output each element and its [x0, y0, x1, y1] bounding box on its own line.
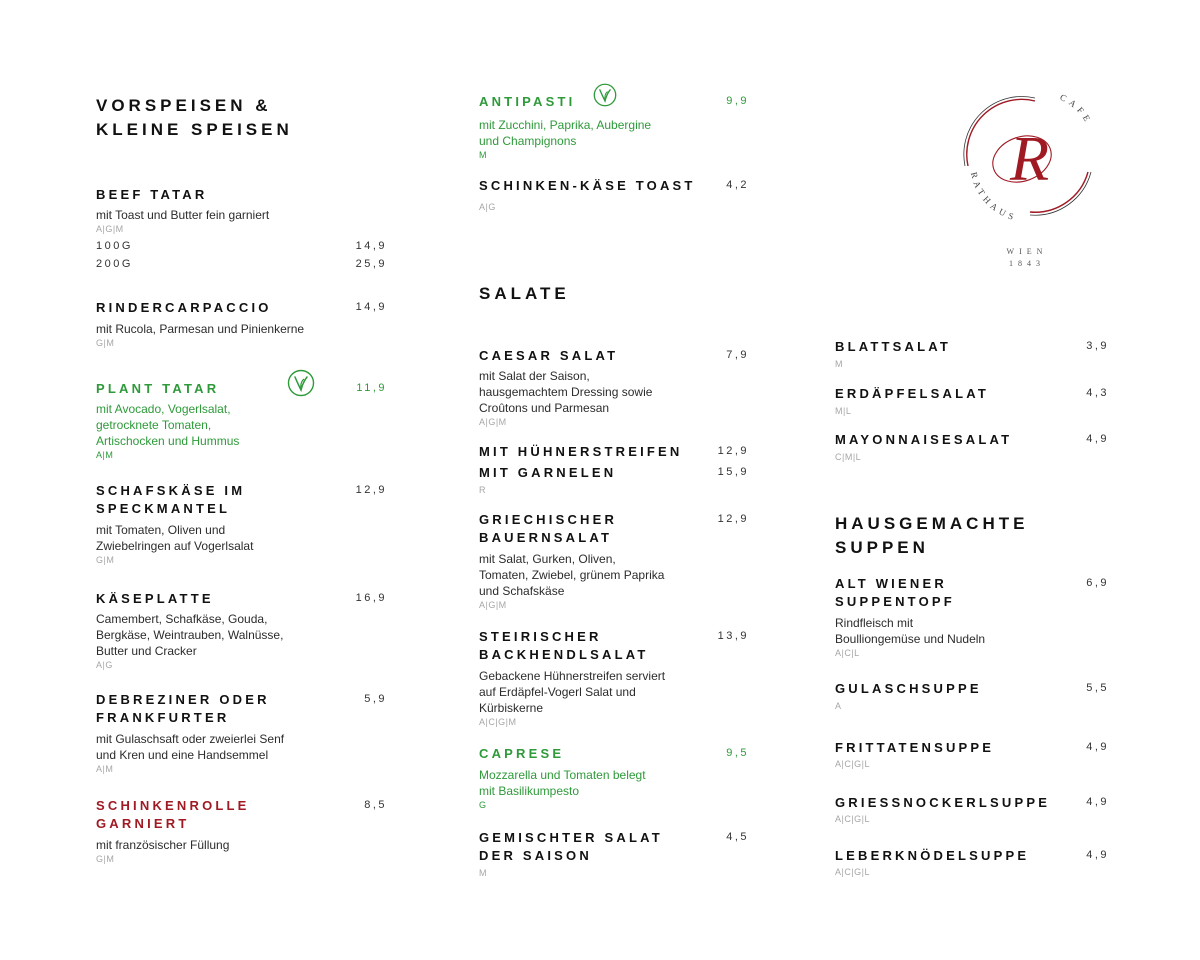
logo-emblem-icon [960, 94, 1100, 224]
item-price: 12,9 [717, 513, 749, 525]
heading-line-1: HAUSGEMACHTE [835, 514, 1029, 533]
vegan-leaf-icon [593, 83, 617, 107]
menu-item-kaeseplatte [96, 590, 391, 671]
item-allergens: G|M [96, 338, 115, 348]
item-title: SCHAFSKÄSE IM [96, 483, 246, 498]
item-allergens: A [835, 701, 842, 711]
item-price: 6,9 [1086, 577, 1109, 589]
item-allergens: M [479, 150, 487, 160]
item-title: BEEF TATAR [96, 187, 208, 202]
item-price: 12,9 [717, 445, 749, 457]
menu-item-beef-tatar [96, 186, 391, 274]
item-description: mit Toast und Butter fein garniert [96, 208, 270, 222]
item-description: Croûtons und Parmesan [479, 401, 610, 415]
item-description: mit Salat, Gurken, Oliven, [479, 552, 616, 566]
item-title: ALT WIENER [835, 576, 947, 591]
item-allergens: A|M [96, 764, 114, 774]
item-description: mit Basilikumpesto [479, 784, 580, 798]
item-title: MIT GARNELEN [479, 465, 617, 480]
menu-item-erdaepfelsalat [835, 385, 1113, 417]
item-title: SUPPENTOPF [835, 594, 955, 609]
item-allergens: A|C|G|L [835, 867, 871, 877]
item-price: 15,9 [717, 466, 749, 478]
size-row [96, 238, 391, 256]
menu-item-griessnockerlsuppe [835, 794, 1113, 825]
logo-year: 1843 [1009, 259, 1045, 268]
logo-arc-top-text: CAFE [1058, 94, 1095, 127]
section-heading-salate: SALATE [479, 284, 570, 303]
item-description: Boulliongemüse und Nudeln [835, 632, 986, 646]
menu-item-caesar-salat [479, 347, 753, 428]
menu-item-frittatensuppe [835, 739, 1113, 770]
heading-line-1: VORSPEISEN & [96, 96, 272, 115]
heading-line-2: SUPPEN [835, 538, 929, 557]
item-price: 4,9 [1086, 741, 1109, 753]
item-allergens: C|M|L [835, 452, 862, 462]
item-allergens: A|G|M [96, 224, 124, 234]
item-price: 4,2 [726, 179, 749, 191]
menu-item-steirischer-backhendlsalat [479, 628, 753, 728]
item-allergens: A|C|L [835, 648, 860, 658]
item-description: Rindfleisch mit [835, 616, 914, 630]
item-title: LEBERKNÖDELSUPPE [835, 848, 1030, 863]
menu-item-mit-garnelen [479, 464, 753, 496]
item-price: 14,9 [355, 301, 387, 313]
item-title: BAUERNSALAT [479, 530, 613, 545]
item-description: Artischocken und Hummus [96, 434, 240, 448]
item-description: Mozzarella und Tomaten belegt [479, 768, 646, 782]
item-price: 12,9 [355, 484, 387, 496]
menu-item-debreziner [96, 691, 391, 775]
item-title: FRITTATENSUPPE [835, 740, 995, 755]
item-description: auf Erdäpfel-Vogerl Salat und [479, 685, 636, 699]
item-description: mit französischer Füllung [96, 838, 230, 852]
logo-arc-side-text: RATHAUS [968, 170, 1019, 223]
item-allergens: A|C|G|M [479, 717, 517, 727]
item-title: CAPRESE [479, 746, 565, 761]
item-description: Zwiebelringen auf Vogerlsalat [96, 539, 254, 553]
item-description: mit Avocado, Vogerlsalat, [96, 402, 231, 416]
item-title: SCHINKENROLLE [96, 798, 250, 813]
item-title: ERDÄPFELSALAT [835, 386, 990, 401]
menu-item-griechischer-bauernsalat [479, 511, 753, 611]
item-title: KÄSEPLATTE [96, 591, 214, 606]
section-heading-suppen [835, 512, 1028, 560]
item-price: 8,5 [364, 799, 387, 811]
item-description: Butter und Cracker [96, 644, 197, 658]
item-description: mit Rucola, Parmesan und Pinienkerne [96, 322, 305, 336]
item-price: 3,9 [1086, 340, 1109, 352]
item-allergens: A|C|G|L [835, 814, 871, 824]
svg-text:CAFE [1058, 94, 1094, 126]
size-row [96, 256, 391, 274]
item-title: MAYONNAISESALAT [835, 432, 1013, 447]
menu-item-leberknoedelsuppe [835, 847, 1113, 878]
logo-city: WIEN [1006, 247, 1048, 256]
item-title: STEIRISCHER [479, 629, 602, 644]
item-price: 7,9 [726, 349, 749, 361]
item-allergens: A|C|G|L [835, 759, 871, 769]
item-title: GRIESSNOCKERLSUPPE [835, 795, 1051, 810]
menu-item-mayonnaisesalat [835, 431, 1113, 463]
item-title: GEMISCHTER SALAT [479, 830, 663, 845]
logo-letter: R [1010, 123, 1050, 194]
item-allergens: G|M [96, 555, 115, 565]
item-title: BLATTSALAT [835, 339, 951, 354]
vegan-leaf-icon [287, 369, 315, 397]
item-allergens: G|M [96, 854, 115, 864]
item-allergens: A|G|M [479, 417, 507, 427]
size-label: 100G [96, 240, 133, 252]
item-description: Camembert, Schafkäse, Gouda, [96, 612, 268, 626]
menu-item-rindercarpaccio [96, 299, 391, 349]
item-title: ANTIPASTI [479, 94, 576, 109]
item-price: 5,5 [1086, 682, 1109, 694]
item-description: hausgemachtem Dressing sowie [479, 385, 653, 399]
item-price: 25,9 [355, 258, 387, 270]
section-heading-vorspeisen [96, 94, 293, 142]
item-price: 5,9 [364, 693, 387, 705]
item-description: Tomaten, Zwiebel, grünem Paprika [479, 568, 665, 582]
item-description: mit Salat der Saison, [479, 369, 590, 383]
cafe-rathaus-logo [960, 94, 1100, 274]
size-label: 200G [96, 258, 133, 270]
menu-item-alt-wiener-suppentopf [835, 575, 1113, 659]
item-allergens: M [835, 359, 843, 369]
item-price: 11,9 [356, 382, 387, 394]
item-title: RINDERCARPACCIO [96, 300, 272, 315]
item-price: 4,9 [1086, 433, 1109, 445]
menu-item-schinkenrolle [96, 797, 391, 865]
item-price: 9,5 [726, 747, 749, 759]
menu-item-caprese [479, 745, 753, 811]
item-description: Kürbiskerne [479, 701, 544, 715]
menu-item-schinken-kaese-toast [479, 177, 753, 213]
item-allergens: R [479, 485, 486, 495]
menu-item-blattsalat [835, 338, 1113, 370]
item-description: mit Gulaschsaft oder zweierlei Senf [96, 732, 285, 746]
item-price: 16,9 [355, 592, 387, 604]
heading-line-2: KLEINE SPEISEN [96, 120, 293, 139]
menu-item-schafskaese [96, 482, 391, 566]
item-title: FRANKFURTER [96, 710, 230, 725]
item-price: 9,9 [726, 95, 749, 107]
item-title: GRIECHISCHER [479, 512, 618, 527]
item-description: getrocknete Tomaten, [96, 418, 212, 432]
item-allergens: M|L [835, 406, 852, 416]
item-description: und Schafskäse [479, 584, 565, 598]
menu-item-gulaschsuppe [835, 680, 1113, 712]
item-title: PLANT TATAR [96, 381, 220, 396]
menu-item-plant-tatar [96, 380, 391, 461]
item-price: 13,9 [717, 630, 749, 642]
item-title: SPECKMANTEL [96, 501, 231, 516]
item-title: MIT HÜHNERSTREIFEN [479, 444, 683, 459]
item-title: GULASCHSUPPE [835, 681, 982, 696]
item-price: 4,3 [1086, 387, 1109, 399]
item-title: CAESAR SALAT [479, 348, 619, 363]
item-price: 4,9 [1086, 849, 1109, 861]
item-allergens: A|G [96, 660, 113, 670]
item-title: DER SAISON [479, 848, 592, 863]
item-description: und Champignons [479, 134, 577, 148]
item-allergens: G [479, 800, 487, 810]
item-allergens: A|G [479, 202, 496, 212]
item-price: 4,9 [1086, 796, 1109, 808]
item-title: GARNIERT [96, 816, 190, 831]
menu-item-gemischter-salat [479, 829, 753, 879]
item-description: mit Zucchini, Paprika, Aubergine [479, 118, 652, 132]
item-allergens: A|G|M [479, 600, 507, 610]
item-description: Bergkäse, Weintrauben, Walnüsse, [96, 628, 284, 642]
item-allergens: A|M [96, 450, 114, 460]
item-title: BACKHENDLSALAT [479, 647, 649, 662]
item-price: 14,9 [355, 240, 387, 252]
item-allergens: M [479, 868, 487, 878]
item-description: und Kren und eine Handsemmel [96, 748, 269, 762]
item-title: SCHINKEN-KÄSE TOAST [479, 178, 696, 193]
item-description: mit Tomaten, Oliven und [96, 523, 226, 537]
menu-item-mit-huehnerstreifen [479, 443, 753, 461]
item-description: Gebackene Hühnerstreifen serviert [479, 669, 666, 683]
item-price: 4,5 [726, 831, 749, 843]
item-title: DEBREZINER ODER [96, 692, 270, 707]
